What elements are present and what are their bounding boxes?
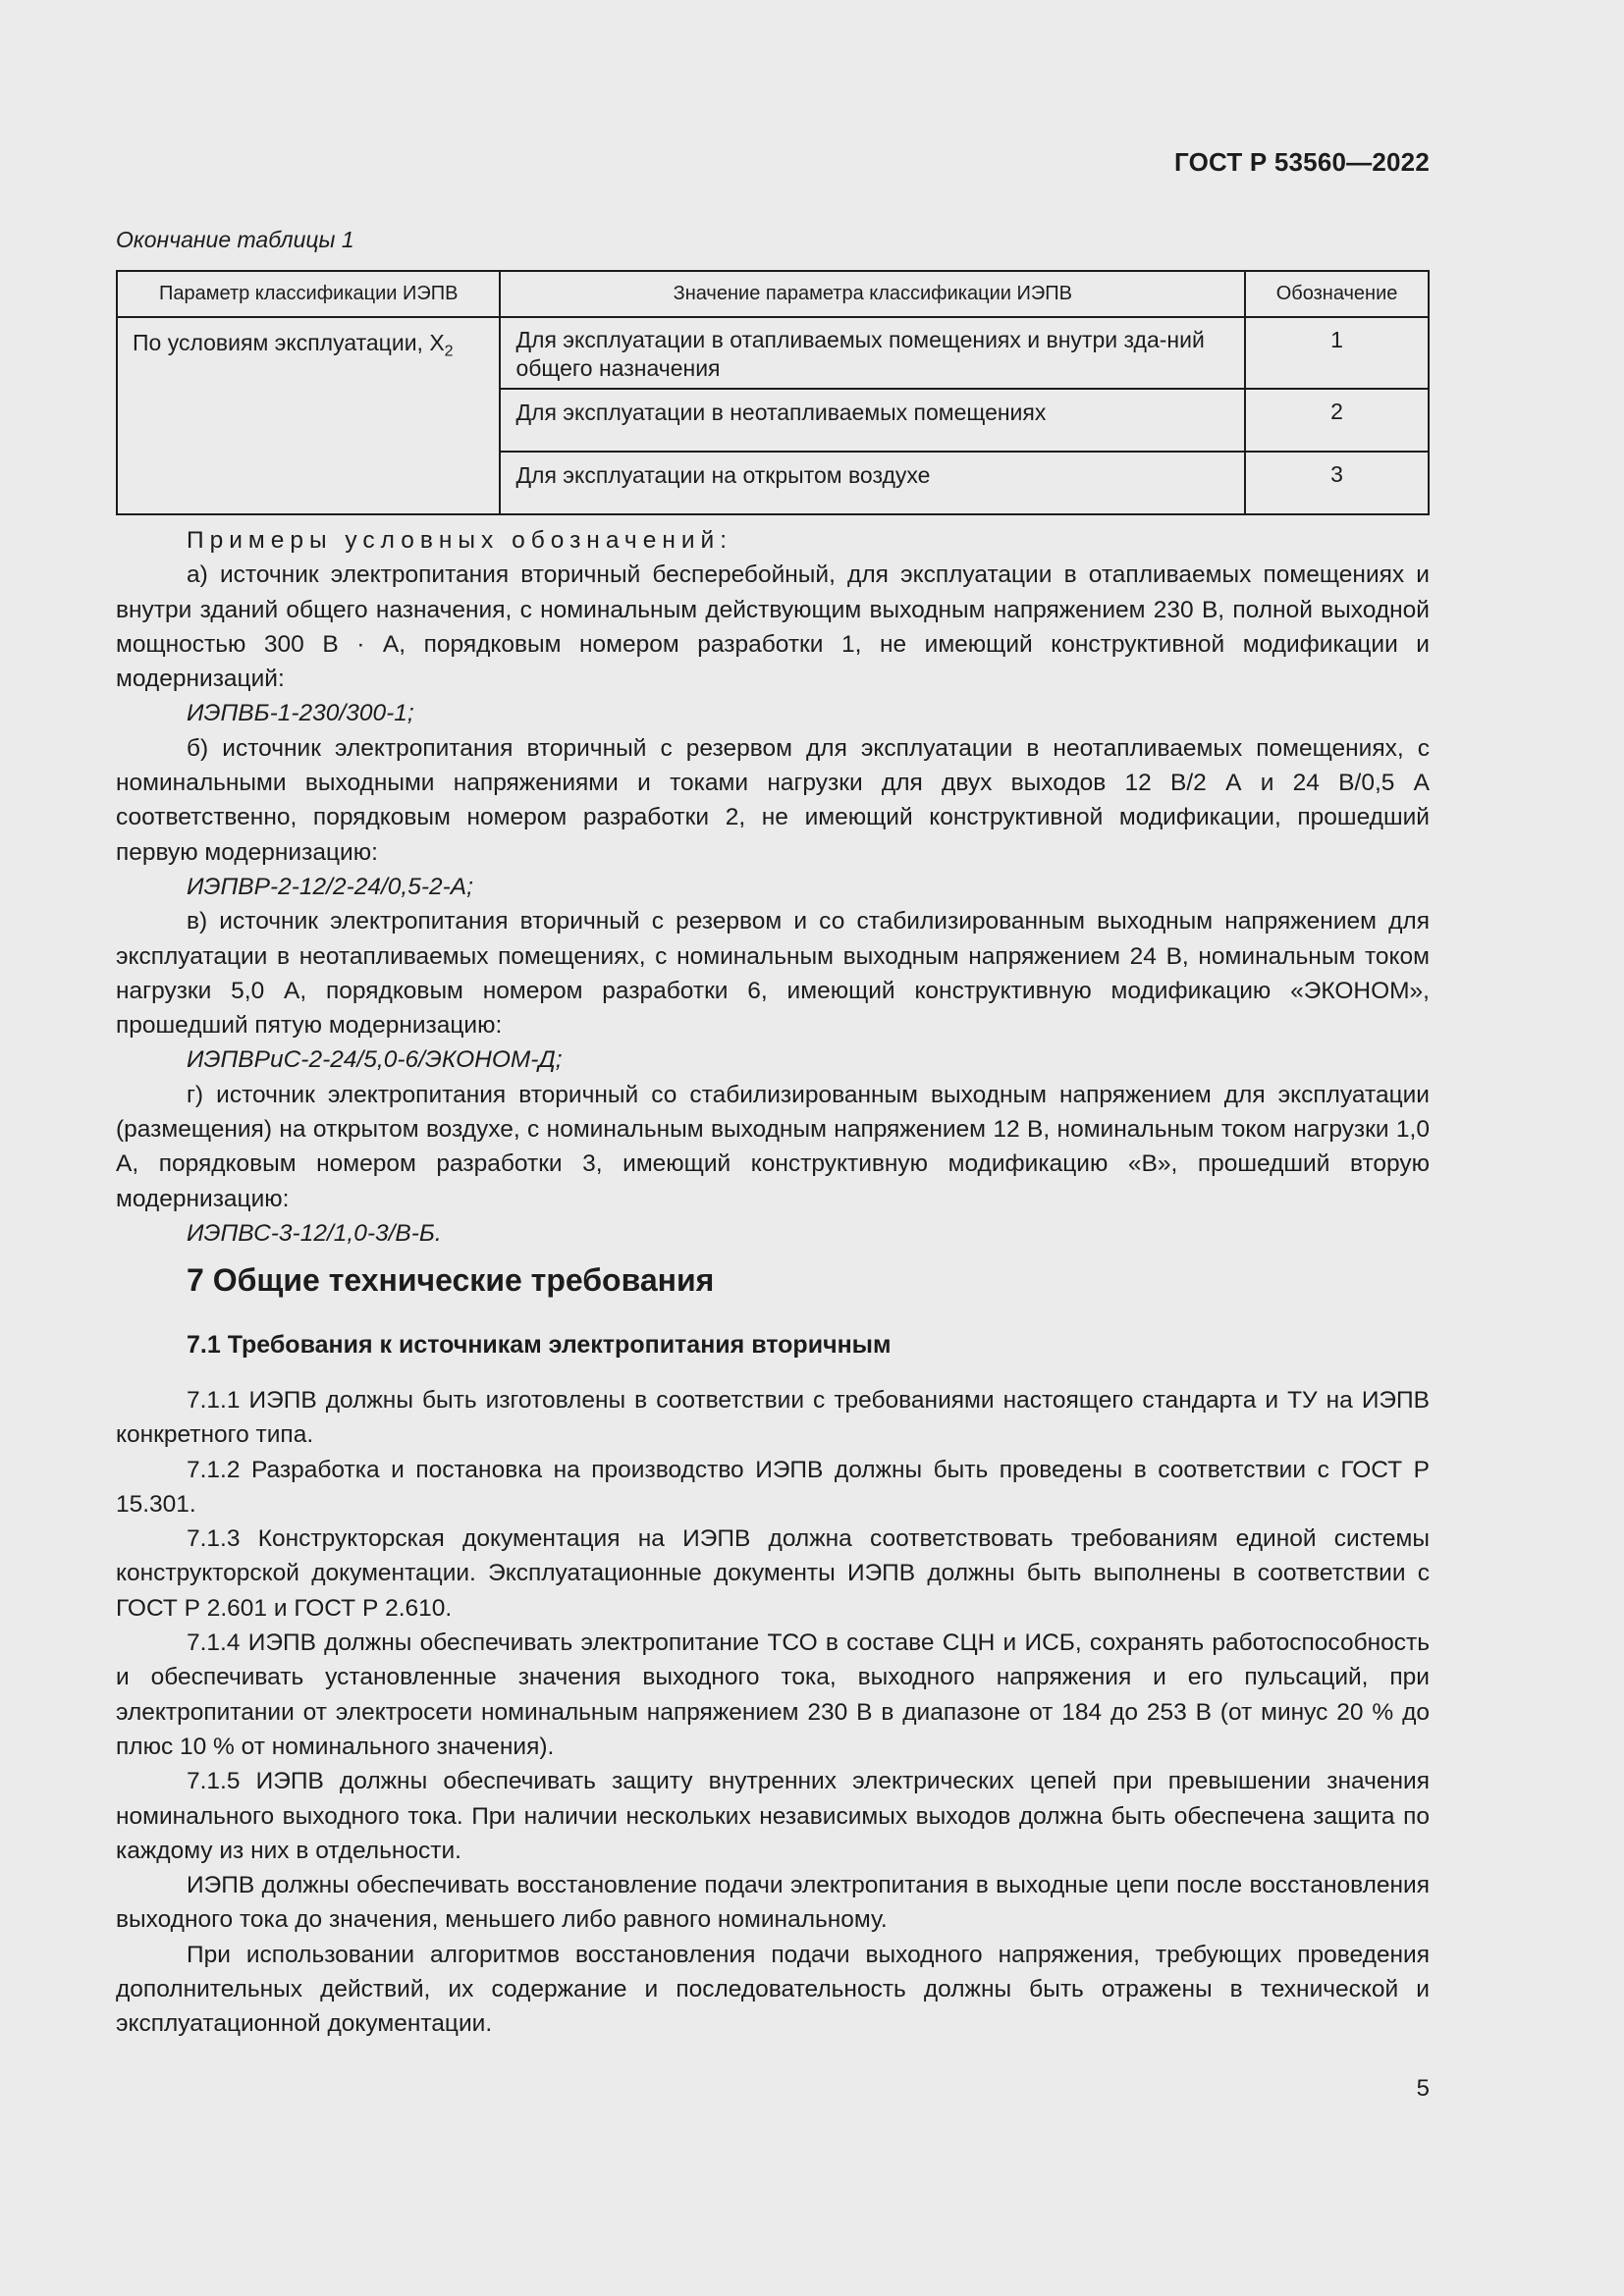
table-cell-value: Для эксплуатации на открытом воздухе <box>500 452 1245 514</box>
subsection-title: 7.1 Требования к источникам электропитания вторичным <box>187 1331 892 1359</box>
paragraph: 7.1.5 ИЭПВ должны обеспечивать защиту внутренних электрических цепей при превышении значения номинального выходного тока. При наличии нескольких независимых выходов должна быть обеспечена защита по каждому из них в отдельности. <box>116 1768 1430 1864</box>
table-cell-code: 3 <box>1245 452 1429 514</box>
example-g-code: ИЭПВС-3-12/1,0-3/В-Б. <box>187 1219 442 1247</box>
document-id-header: ГОСТ Р 53560—2022 <box>1174 147 1430 177</box>
table-cell-code: 1 <box>1245 317 1429 389</box>
paragraph: ИЭПВ должны обеспечивать восстановление подачи электропитания в выходные цепи после восстановления выходного тока до значения, меньшего либо равного номинальному. <box>116 1872 1430 1934</box>
examples-block <box>116 523 1430 1251</box>
table-header-cell: Значение параметра классификации ИЭПВ <box>500 271 1245 317</box>
table-header-cell: Обозначение <box>1245 271 1429 317</box>
example-b-code: ИЭПВР-2-12/2-24/0,5-2-А; <box>187 873 473 900</box>
table-cell-value: Для эксплуатации в отапливаемых помещениях и внутри зда-ний общего назначения <box>500 317 1245 389</box>
example-a-code: ИЭПВБ-1-230/300-1; <box>187 700 414 727</box>
paragraph: 7.1.3 Конструкторская документация на ИЭПВ должна соответствовать требованиям единой системы конструкторской документации. Эксплуатационные документы ИЭПВ должны быть выполнены в соответствии с ГОСТ Р 2.601 и ГОСТ Р 2.610. <box>116 1525 1430 1622</box>
table-cell-parameter <box>117 317 500 514</box>
table-caption: Окончание таблицы 1 <box>116 227 354 252</box>
section-title: 7 Общие технические требования <box>187 1262 715 1298</box>
table-header-row <box>117 271 1429 317</box>
example-b: б) источник электропитания вторичный с резервом для эксплуатации в неотапливаемых помещениях, с номинальными выходными напряжениями и токами нагрузки для двух выходов 12 В/2 А и 24 В/0,5 А соответственно, порядковым номером разработки 2, не имеющий конструктивной модификации, прошедший первую модернизацию: <box>116 734 1430 866</box>
table-cell-value: Для эксплуатации в неотапливаемых помещениях <box>500 389 1245 452</box>
parameter-subscript: 2 <box>444 343 454 360</box>
table-row <box>117 317 1429 389</box>
page-number: 5 <box>1416 2075 1430 2102</box>
paragraph: При использовании алгоритмов восстановления подачи выходного напряжения, требующих проведения дополнительных действий, их содержание и последовательность должны быть отражены в технической и эксплуатационной документации. <box>116 1941 1430 2038</box>
example-v-code: ИЭПВРиС-2-24/5,0-6/ЭКОНОМ-Д; <box>187 1046 563 1074</box>
classification-table <box>116 270 1430 515</box>
examples-title: Примеры условных обозначений: <box>187 527 733 554</box>
table-cell-code: 2 <box>1245 389 1429 452</box>
example-g: г) источник электропитания вторичный со стабилизированным выходным напряжением для эксплуатации (размещения) на открытом воздухе, с номинальным выходным напряжением 12 В, номинальным током нагрузки 1,0 А, порядковым номером разработки 3, имеющий конструктивную модификацию «В», прошедший вторую модернизацию: <box>116 1081 1430 1212</box>
example-v: в) источник электропитания вторичный с резервом и со стабилизированным выходным напряжением для эксплуатации в неотапливаемых помещениях, с номинальным выходным напряжением 24 В, номинальным током нагрузки 5,0 А, порядковым номером разработки 6, имеющий конструктивную модификацию «ЭКОНОМ», прошедший пятую модернизацию: <box>116 908 1430 1040</box>
example-a: а) источник электропитания вторичный бесперебойный, для эксплуатации в отапливаемых помещениях и внутри зданий общего назначения, с номинальным действующим выходным напряжением 230 В, полной выходной мощностью 300 В · А, порядковым номером разработки 1, не имеющий конструктивной модификации и модернизаций: <box>116 561 1430 693</box>
paragraph: 7.1.1 ИЭПВ должны быть изготовлены в соответствии с требованиями настоящего стандарта и ТУ на ИЭПВ конкретного типа. <box>116 1387 1430 1449</box>
paragraph: 7.1.4 ИЭПВ должны обеспечивать электропитание ТСО в составе СЦН и ИСБ, сохранять работоспособность и обеспечивать установленные значения выходного тока, выходного напряжения и его пульсаций, при электропитании от электросети номинальным напряжением 230 В в диапазоне от 184 до 253 В (от минус 20 % до плюс 10 % от номинального значения). <box>116 1629 1430 1760</box>
parameter-text: По условиям эксплуатации, X <box>133 330 445 355</box>
paragraph: 7.1.2 Разработка и постановка на производство ИЭПВ должны быть проведены в соответствии с ГОСТ Р 15.301. <box>116 1456 1430 1518</box>
requirements-block <box>116 1383 1430 2042</box>
table-header-cell: Параметр классификации ИЭПВ <box>117 271 500 317</box>
